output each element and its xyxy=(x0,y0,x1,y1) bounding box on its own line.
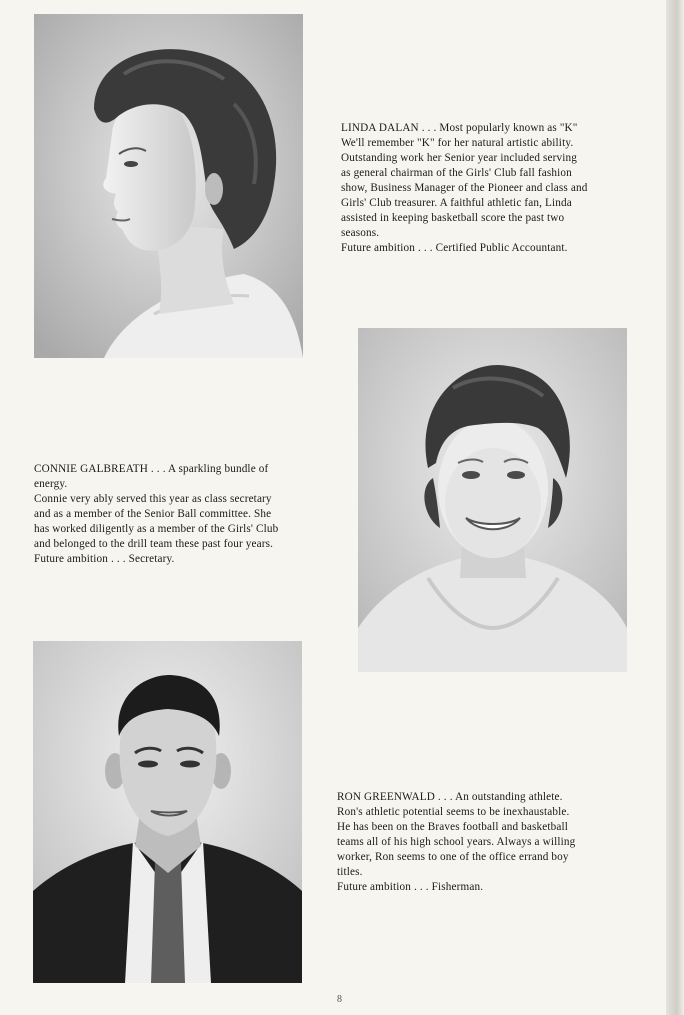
page-edge xyxy=(666,0,684,1015)
bio-line: show, Business Manager of the Pioneer and class and xyxy=(341,182,588,194)
bio-line: assisted in keeping basketball score the past two xyxy=(341,212,565,224)
bio-line: seasons. xyxy=(341,227,380,239)
bio-line: and belonged to the drill team these past four years. xyxy=(34,538,274,550)
bio-line: energy. xyxy=(34,478,68,490)
bio-line: CONNIE GALBREATH . . . A sparkling bundle of xyxy=(34,463,269,475)
portrait-photo-ron-greenwald xyxy=(33,641,302,983)
bio-line: Future ambition . . . Certified Public Accountant. xyxy=(341,242,568,254)
bio-line: Girls' Club treasurer. A faithful athletic fan, Linda xyxy=(341,197,572,209)
portrait-photo-connie-galbreath xyxy=(358,328,627,672)
bio-line: teams all of his high school years. Always a willing xyxy=(337,836,576,848)
bio-connie-galbreath xyxy=(34,462,339,567)
bio-line: titles. xyxy=(337,866,363,878)
bio-line: RON GREENWALD . . . An outstanding athlete. xyxy=(337,791,563,803)
bio-line: Connie very ably served this year as class secretary xyxy=(34,493,272,505)
bio-line: He has been on the Braves football and basketball xyxy=(337,821,569,833)
portrait-photo-linda-dalan xyxy=(34,14,303,358)
bio-line: worker, Ron seems to one of the office errand boy xyxy=(337,851,569,863)
bio-line: We'll remember "K" for her natural artistic ability. xyxy=(341,137,574,149)
bio-line: Future ambition . . . Fisherman. xyxy=(337,881,484,893)
page-number: 8 xyxy=(337,994,342,1005)
bio-linda-dalan xyxy=(341,121,646,256)
bio-line: Future ambition . . . Secretary. xyxy=(34,553,175,565)
portrait-ron-graphic xyxy=(33,641,302,983)
bio-ron-greenwald xyxy=(337,790,642,895)
bio-line: Ron's athletic potential seems to be inexhaustable. xyxy=(337,806,570,818)
bio-line: Outstanding work her Senior year included serving xyxy=(341,152,578,164)
portrait-connie-graphic xyxy=(358,328,627,672)
bio-line: and as a member of the Senior Ball committee. She xyxy=(34,508,272,520)
bio-line: has worked diligently as a member of the Girls' Club xyxy=(34,523,279,535)
bio-line: as general chairman of the Girls' Club fall fashion xyxy=(341,167,572,179)
bio-line: LINDA DALAN . . . Most popularly known as "K" xyxy=(341,122,578,134)
portrait-linda-graphic xyxy=(34,14,303,358)
